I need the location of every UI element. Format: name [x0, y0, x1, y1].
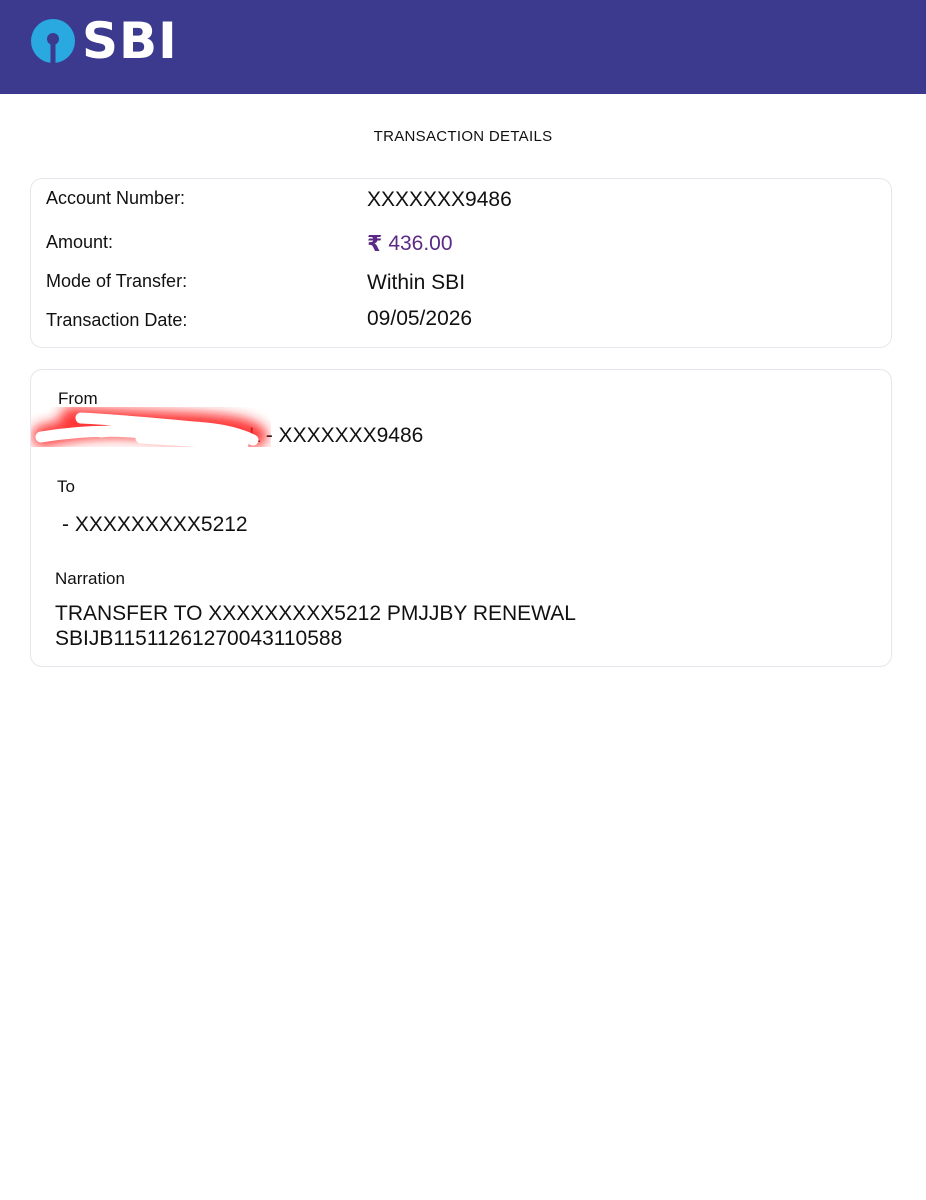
amount-value-container: [367, 231, 453, 257]
narration-text: [55, 601, 576, 651]
amount-value: 436.00: [388, 232, 453, 255]
logo-text: SBI: [82, 12, 178, 70]
narration-label: Narration: [55, 569, 125, 588]
transaction-date-label: Transaction Date:: [46, 310, 188, 330]
narration-line-2: SBIJB11511261270043110588: [55, 627, 343, 650]
mode-of-transfer-label: Mode of Transfer:: [46, 271, 188, 291]
to-value: - XXXXXXXXX5212: [62, 513, 248, 536]
to-label: To: [57, 477, 75, 496]
sbi-logo: [30, 12, 178, 70]
from-value: L - XXXXXXX9486: [249, 424, 424, 447]
app-header: [0, 0, 926, 94]
rupee-icon: ₹: [367, 231, 383, 256]
redaction-scribble: [31, 406, 271, 456]
transaction-parties-card: [30, 369, 892, 667]
sbi-keyhole-logo-icon: [30, 18, 76, 64]
from-label: From: [58, 389, 98, 408]
account-number-label: Account Number:: [46, 188, 186, 208]
narration-line-1: TRANSFER TO XXXXXXXXX5212 PMJJBY RENEWAL: [55, 602, 576, 625]
account-number-value: XXXXXXX9486: [367, 188, 512, 211]
transaction-summary-card: [30, 178, 892, 348]
page-title: TRANSACTION DETAILS: [373, 128, 553, 145]
transaction-date-value: 09/05/2026: [367, 307, 473, 330]
mode-of-transfer-value: Within SBI: [367, 271, 466, 294]
amount-label: Amount:: [46, 232, 114, 252]
